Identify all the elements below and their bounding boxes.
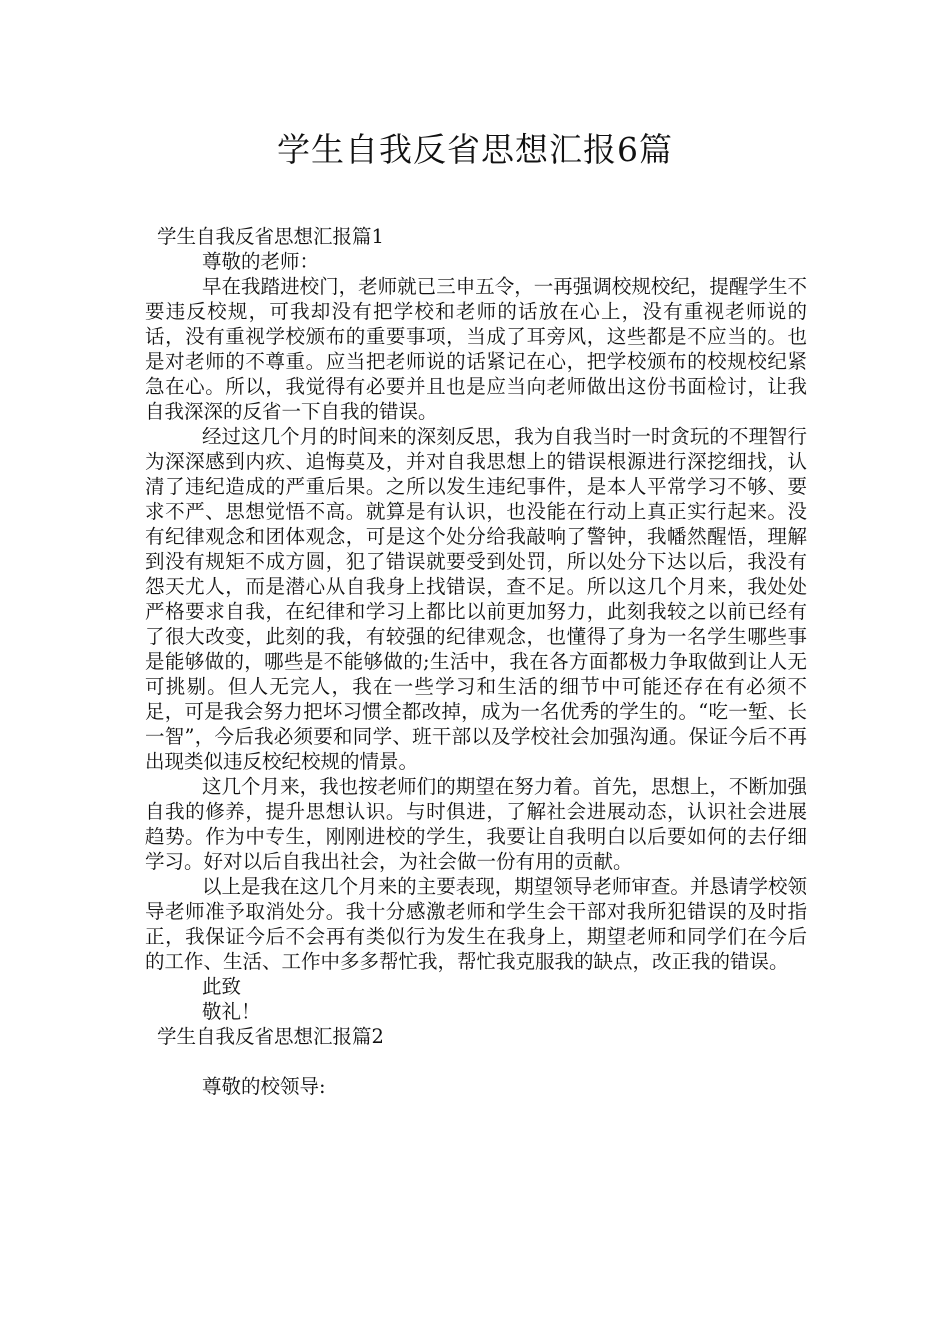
- body-paragraph-3: 这几个月来，我也按老师们的期望在努力着。首先，思想上，不断加强自我的修养，提升思想认识。与时俱进，了解社会进展动态，认识社会进展趋势。作为中专生，刚刚进校的学生，我要让自我明白以后要如何的去仔细学习。好对以后自我出社会，为社会做一份有用的贡献。: [145, 775, 807, 873]
- blank-line: [145, 1049, 807, 1074]
- salutation-2: 尊敬的校领导:: [202, 1075, 326, 1098]
- body-paragraph-1: 早在我踏进校门，老师就已三申五令，一再强调校规校纪，提醒学生不要违反校规，可我却没有把学校和老师的话放在心上，没有重视老师说的话，没有重视学校颁布的重要事项，当成了耳旁风，这些都是不应当的。也是对老师的不尊重。应当把老师说的话紧记在心，把学校颁布的校规校纪紧急在心。所以，我觉得有必要并且也是应当向老师做出这份书面检讨，让我自我深深的反省一下自我的错误。: [145, 275, 807, 423]
- body-paragraph-2: 经过这几个月的时间来的深刻反思，我为自我当时一时贪玩的不理智行为深深感到内疚、追悔莫及，并对自我思想上的错误根源进行深挖细找，认清了违纪造成的严重后果。之所以发生违纪事件，是本人平常学习不够、要求不严、思想觉悟不高。就算是有认识，也没能在行动上真正实行起来。没有纪律观念和团体观念，可是这个处分给我敲响了警钟，我幡然醒悟，理解到没有规矩不成方圆，犯了错误就要受到处罚，所以处分下达以后，我没有怨天尤人，而是潜心从自我身上找错误，查不足。所以这几个月来，我处处严格要求自我，在纪律和学习上都比以前更加努力，此刻我较之以前已经有了很大改变，此刻的我，有较强的纪律观念，也懂得了身为一名学生哪些事是能够做的，哪些是不能够做的;生活中，我在各方面都极力争取做到让人无可挑剔。但人无完人，我在一些学习和生活的细节中可能还存在有必须不足，可是我会努力把坏习惯全都改掉，成为一名优秀的学生的。“吃一堑、长一智”，今后我必须要和同学、班干部以及学校社会加强沟通。保证今后不再出现类似违反校纪校规的情景。: [145, 425, 807, 773]
- closing-line-2: 敬礼！: [202, 1000, 261, 1023]
- section-heading-2: 学生自我反省思想汇报篇2: [157, 1025, 384, 1048]
- document-title: 学生自我反省思想汇报6篇: [277, 130, 673, 169]
- salutation-1: 尊敬的老师：: [202, 250, 320, 273]
- document-body: [145, 224, 807, 1099]
- closing-line-1: 此致: [202, 975, 242, 998]
- section-heading-1: 学生自我反省思想汇报篇1: [157, 225, 384, 248]
- body-paragraph-4: 以上是我在这几个月来的主要表现，期望领导老师审查。并恳请学校领导老师准予取消处分。我十分感激老师和学生会干部对我所犯错误的及时指正，我保证今后不会再有类似行为发生在我身上，期望老师和同学们在今后的工作、生活、工作中多多帮忙我，帮忙我克服我的缺点，改正我的错误。: [145, 875, 807, 973]
